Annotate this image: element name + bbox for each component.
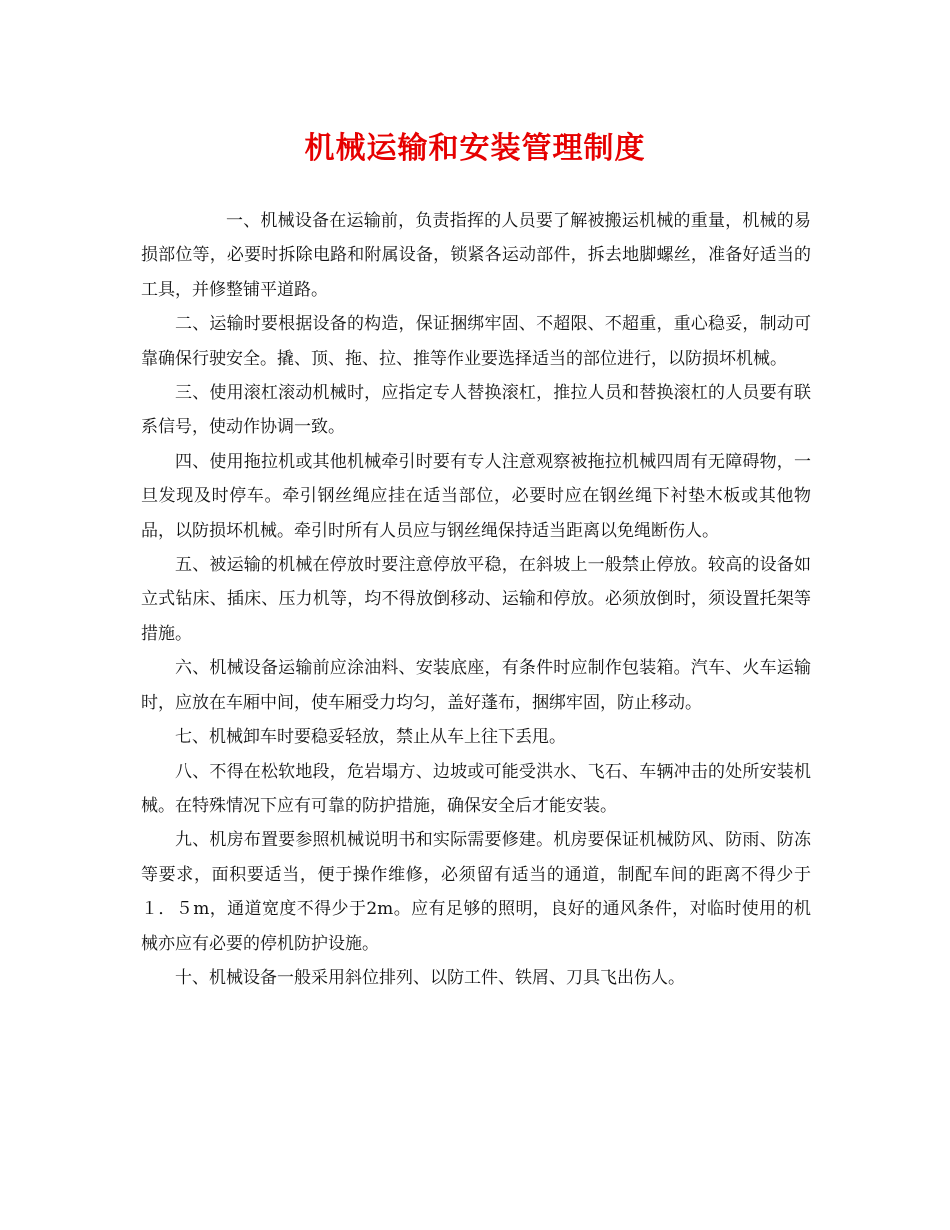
paragraph-7: 七、机械卸车时要稳妥轻放，禁止从车上往下丢甩。	[175, 727, 566, 748]
paragraph-6: 六、机械设备运输前应涂油料、安装底座，有条件时应制作包装箱。汽车、火车运输时，应放在车厢中间，使车厢受力均匀，盖好蓬布，捆绑牢固，防止移动。	[141, 658, 811, 713]
paragraph-9: 九、机房布置要参照机械说明书和实际需要修建。机房要保证机械防风、防雨、防冻等要求，面积要适当，便于操作维修，必须留有适当的通道，制配车间的距离不得少于１．５m，通道宽度不得少于2m。应有足够的照明，良好的通风条件，对临时使用的机械亦应有必要的停机防护设施。	[141, 830, 811, 954]
paragraph-2: 二、运输时要根据设备的构造，保证捆绑牢固、不超限、不超重，重心稳妥，制动可靠确保行驶安全。撬、顶、拖、拉、推等作业要选择适当的部位进行，以防损坏机械。	[141, 314, 811, 369]
paragraph-1: 一、机械设备在运输前，负责指挥的人员要了解被搬运机械的重量，机械的易损部位等，必要时拆除电路和附属设备，锁紧各运动部件，拆去地脚螺丝，准备好适当的工具，并修整铺平道路。	[141, 211, 811, 300]
paragraph-4: 四、使用拖拉机或其他机械牵引时要有专人注意观察被拖拉机械四周有无障碍物，一旦发现及时停车。牵引钢丝绳应挂在适当部位，必要时应在钢丝绳下衬垫木板或其他物品，以防损坏机械。牵引时所有人员应与钢丝绳保持适当距离以免绳断伤人。	[141, 451, 811, 541]
paragraph-5: 五、被运输的机械在停放时要注意停放平稳，在斜坡上一般禁止停放。较高的设备如立式钻床、插床、压力机等，均不得放倒移动、运输和停放。必须放倒时，须设置托架等措施。	[141, 555, 811, 644]
paragraph-8: 八、不得在松软地段，危岩塌方、边坡或可能受洪水、飞石、车辆冲击的处所安装机械。在特殊情况下应有可靠的防护措施，确保安全后才能安装。	[141, 761, 811, 816]
paragraph-10: 十、机械设备一般采用斜位排列、以防工件、铁屑、刀具飞出伤人。	[175, 967, 685, 988]
document-body	[141, 204, 811, 995]
paragraph-3: 三、使用滚杠滚动机械时，应指定专人替换滚杠，推拉人员和替换滚杠的人员要有联系信号，使动作协调一致。	[141, 383, 811, 438]
document-title: 机械运输和安装管理制度	[304, 131, 646, 166]
